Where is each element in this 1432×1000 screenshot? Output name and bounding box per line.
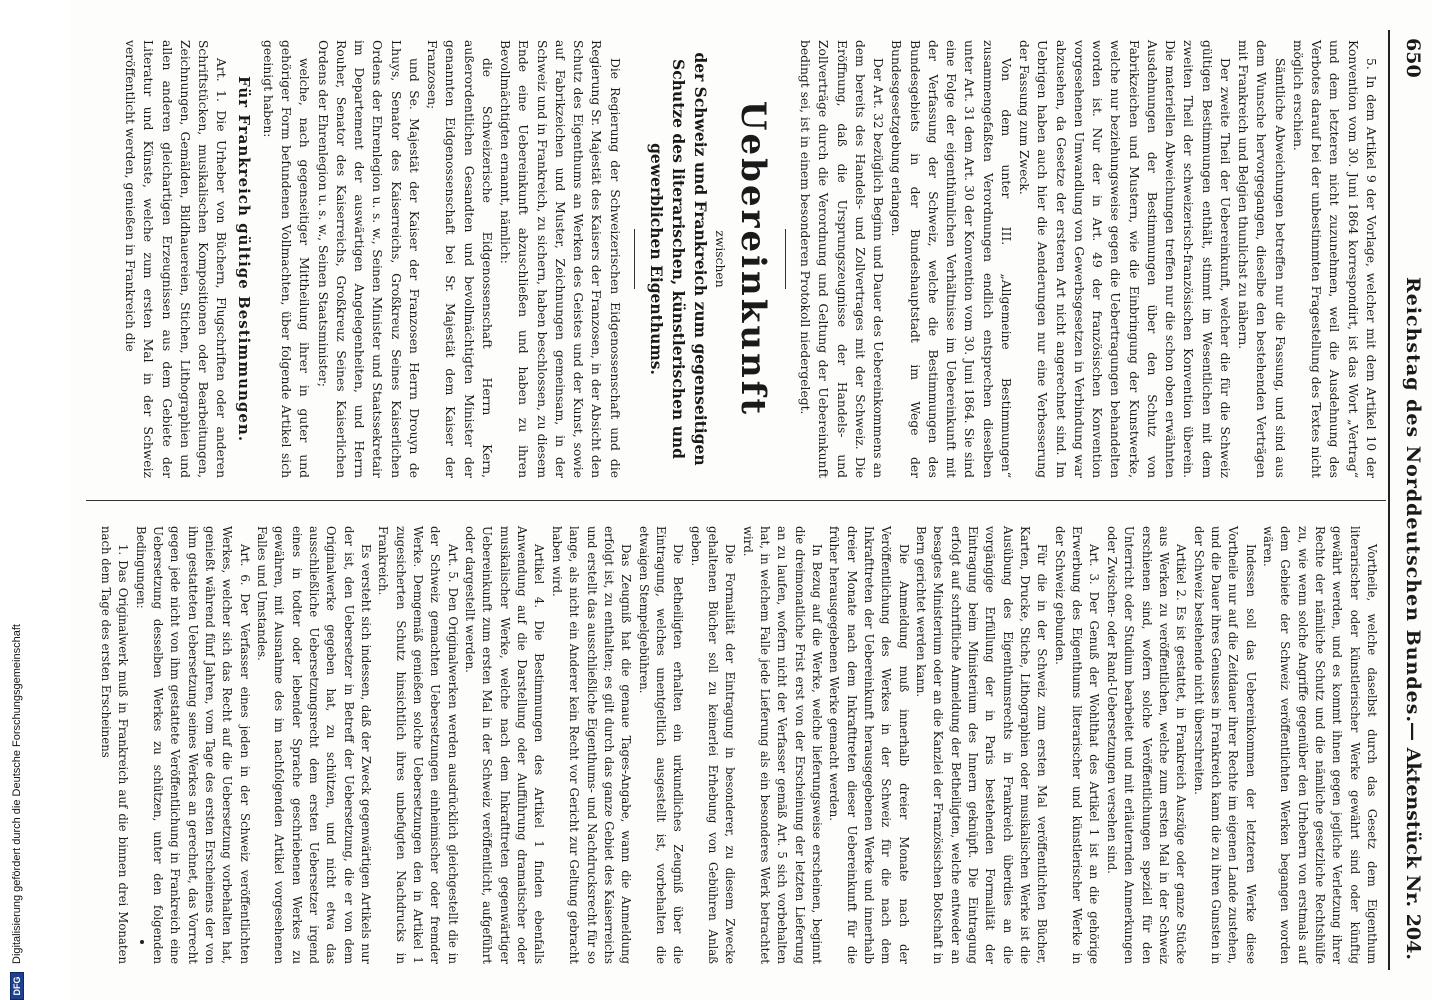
left-column <box>121 40 1380 478</box>
paragraph: Art. 1. Die Urheber von Büchern, Flugschriften oder anderen Schriftstücken, musikalischen Kompositionen oder Bearbeitungen, Zeichnungen, Gemälden, Bildhauereien, Stichen, Lithographien und allen anderen gleichartigen Erzeugnissen aus dem Gebiete der Literatur und Künste, welche zum ersten Mal in der Schweiz veröffentlicht werden, genießen in Frankreich die <box>123 40 229 478</box>
paragraph: Sämtliche Abweichungen betreffen nur die Fassung, und sind aus dem Wunsche hervorgegangen, dieselbe den bestehenden Verträgen mit Frankreich und Belgien thunlichst zu nähern. <box>1236 40 1287 478</box>
ink-speck <box>140 940 144 944</box>
paragraph: 5. In dem Artikel 9 der Vorlage, welcher mit dem Artikel 10 der Konvention vom 30. Juni 1864 korrespondirt, ist das Wort „Vertrag“ und dem letzteren nicht zuzunehmen, weil die Ausdehnung des Verbotes darauf bei der unbestimmten Fragestellung des Textes nicht möglich erschien. <box>1291 40 1378 478</box>
scanned-page <box>70 0 1432 1000</box>
paragraph: Die Anmeldung muß innerhalb dreier Monate nach der Veröffentlichung des Werkes in der Schweiz für die nach dem Inkrafttreten der Uebereinkunft herausgegebenen Werke und innerhalb dreier Monate nach dem Inkrafttreten dieser Uebereinkunft für die früher herausgegebenen Werke gemacht werden. <box>827 526 911 964</box>
paragraph: die Schweizerische Eidgenossenschaft Herrn Kern, außerordentlichen Gesandten und bevollmächtigten Minister der genannten Eidgenossenschaft bei Sr. Majestät dem Kaiser der Franzosen; <box>425 40 494 478</box>
page-header-issue: — Aktenstück Nr. 204. <box>1402 722 1424 960</box>
separator-rule <box>785 229 786 289</box>
paragraph: 1. Das Originalwerk muß in Frankreich auf die binnen drei Monaten nach dem Tage des ersten Erscheinens <box>98 526 131 964</box>
paragraph: Die Formalität der Eintragung in besonderer, zu diesem Zwecke gehaltenen Bücher soll zu keinerlei Erhebung von Gebühren Anlaß geben. <box>688 526 738 964</box>
paragraph: Der Art. 32 bezüglich Beginn und Dauer des Uebereinkommens an dem bereits des Handels- und Zollvertrages mit der Schweiz. Die Eröffnung, daß die Ursprungszeugnisse der Handels- und Zollverträge durch die Verordnung und Geltung der Uebereinkunft bedingt sei, ist in einem besonderen Protokoll niedergelegt. <box>798 40 886 478</box>
paragraph: Art. 3. Der Genuß der Wohlthat des Artikel 1 ist an die gehörige Erwerbung des Eigenthums literarischer und künstlerischer Werke in der Schweiz gebunden. <box>1052 526 1102 964</box>
paragraph: Der zweite Theil der Uebereinkunft, welcher die für die Schweiz gültigen Bestimmungen enthält, stimmt im Wesentlichen mit dem zweiten Theil der schweizerisch-französischen Konvention überein. Die materiellen Abweichungen treffen nur die schon oben erwähnten Ausdehnungen der Bestimmungen über den Schutz von Fabrikzeichen und Mustern, wie die Einbringung der Kunstwerke, welche nur beziehungsweise gegen die Uebertragungen behandelten worden ist. Nur der in Art. 49 der französischen Konvention vorgesehenen Umwandlung von Gewerbsgesetzen in Verbindung war abzusehen, da Gesetze der ersteren Art nicht angerechnet sind. Im Uebrigen haben auch hier die Aenderungen nur eine Verbesserung der Fassung zum Zweck. <box>1017 40 1232 478</box>
treaty-between: zwischen <box>713 230 727 288</box>
paragraph: Das Zeugniß hat die genaue Tages-Angabe, wann die Anmeldung erfolgt ist, zu enthalten; es gilt durch das ganze Gebiet des Kaiserreichs und erstellt das ausschließliche Eigenthums- und Nachdrucksrecht für so lange, als nicht ein Anderer kein Recht vor Gericht zur Geltung gebracht haben wird. <box>549 526 634 964</box>
paragraph: Artikel 2. Es ist gestattet, in Frankreich Auszüge oder ganze Stücke aus Werken zu veröffentlichen, welche zum ersten Mal in der Schweiz erschienen sind, wofern solche Veröffentlichungen speziell für den Unterricht oder Studium bearbeitet und mit erläuternden Anmerkungen oder Zwischen- oder Rand-Uebersetzungen versehen sind. <box>1104 526 1189 964</box>
paragraph: Vortheile, welche daselbst durch das Gesetz dem Eigenthum literarischer oder künstlerischer Werke gewährt sind oder künftig gewährt werden, und es kommt ihnen gegen jegliche Verletzung ihrer Rechte der nämliche Schutz und die nämliche gesetzliche Rechtshülfe zu, wie wenn solche Angriffe gegenüber den Urhebern von erstmals auf dem Gebiete der Schweiz veröffentlichten Werken begangen worden wären. <box>1260 526 1379 964</box>
paragraph: Art. 6. Der Verfasser eines jeden in der Schweiz veröffentlichten Werkes, welcher sich das Recht auf die Uebersetzung vorbehalten hat, genießt während fünf Jahren, vom Tage des ersten Erscheinens der von ihm gestatteten Uebersetzung seines Werkes an gerechnet, das Vorrecht gegen jede nicht von ihm gestattete Veröffentlichung in Frankreich eine Uebersetzung desselben Werkes zu schützen, unter den folgenden Bedingungen: <box>133 526 252 964</box>
page-header-title: Reichstag des Norddeutschen Bundes. <box>1402 276 1424 724</box>
treaty-heading: Uebereinkunft <box>733 100 773 418</box>
paragraph: Artikel 4. Die Bestimmungen des Artikel 1 finden ebenfalls Anwendung auf die Darstellung oder Aufführung dramatischer oder musikalischer Werke, welche nach dem Inkrafttreten gegenwärtiger Uebereinkunft zum ersten Mal in der Schweiz veröffentlicht, aufgeführt oder dargestellt werden. <box>463 526 547 964</box>
separator-rule <box>634 229 635 289</box>
rotated-page <box>70 0 1432 1000</box>
section-heading: Für Frankreich gültige Bestimmungen. <box>234 75 253 443</box>
credit-text: Digitalisierung gefördert durch die Deutsche Forschungsgemeinschaft <box>11 624 23 964</box>
digitization-credit <box>0 0 70 1000</box>
right-column <box>97 526 1380 964</box>
paragraph: Die Regierung der Schweizerischen Eidgenossenschaft und die Regierung Sr. Majestät des Kaisers der Franzosen, in der Absicht den Schutz des Eigenthums an Werken des Geistes und der Kunst, sowie auf Fabrikzeichen und Muster, Zeichnungen gemeinsam, in der Schweiz und in Frankreich, zu sichern, haben beschlossen, zu diesem Ende eine Uebereinkunft abzuschließen und haben zu ihren Bevollmächtigten ernannt, nämlich: <box>498 40 622 478</box>
paragraph: welche, nach gegenseitiger Mittheilung ihrer in guter und gehöriger Form befundenen Vollmachten, über folgende Artikel sich geeinigt haben: <box>261 40 312 478</box>
paragraph: Art. 5. Den Originalwerken werden ausdrücklich gleichgestellt die in der Schweiz gemachten Uebersetzungen einheimischer oder fremder Werke. Demgemäß genießen solche Uebersetzungen den in Artikel 1 zugesicherten Schutz hinsichtlich ihres unbefugten Nachdrucks in Frankreich. <box>376 526 460 964</box>
dfg-logo: DFG <box>10 972 24 1000</box>
page-number: 650 <box>1402 38 1424 78</box>
paragraph: In Bezug auf die Werke, welche lieferungsweise erscheinen, beginnt die dreimonatliche Frist erst von der Erscheinung der letzten Lieferung an zu laufen, wofern nicht der Verfasser gemäß Art. 5 sich vorbehalten hat, in welchem Falle jede Lieferung als ein besonderes Werk betrachtet wird. <box>740 526 824 964</box>
paragraph: und Se. Majestät der Kaiser der Franzosen Herrn Drouyn de Lhuys, Senator des Kaiserreichs, Großkreuz Seines Kaiserlichen Ordens der Ehrenlegion u. s. w., Seinen Minister und Staatssekretair im Departement der auswärtigen Angelegenheiten, und Herrn Rouher, Senator des Kaiserreichs, Großkreuz Seines Kaiserlichen Ordens der Ehrenlegion u. s. w., Seinen Staatsminister; <box>315 40 421 478</box>
header-rule <box>1388 30 1390 970</box>
paragraph: Indessen soll das Uebereinkommen der letzteren Werke diese Vortheile nur auf die Zeitdauer ihrer Rechte im eigenen Lande zustehen, und die Dauer ihres Genusses in Frankreich kann die zu ihren Gunsten in der Schweiz bestehende nicht überschreiten. <box>1191 526 1258 964</box>
paragraph: Die Betheiligten erhalten ein urkundliches Zeugniß über die Eintragung, welches unentgeltlich ausgestellt ist, vorbehalten die etwaigen Stempelgebühren. <box>636 526 686 964</box>
paragraph: Für die in der Schweiz zum ersten Mal veröffentlichten Bücher, Karten, Drucke, Stiche, Lithographien oder musikalischen Werke ist die Ausübung des Eigenthumsrechts in Frankreich überdies an die vorgängige Erfüllung der in Paris bestehenden Formalität der Eintragung beim Ministerium des Innern geknüpft. Die Eintragung erfolgt auf schriftliche Anmeldung der Betheiligten, welche entweder an besagtes Ministerium oder an die Kanzlei der Französischen Botschaft in Bern gerichtet werden kann. <box>914 526 1050 964</box>
paragraph: Es versteht sich indessen, daß der Zweck gegenwärtigen Artikels nur der ist, den Uebersetzer in Betreff der Uebersetzung, die er von dem Originalwerke gegeben hat, zu schützen, und nicht etwa das ausschließliche Uebersetzungsrecht dem ersten Uebersetzer irgend eines in todter oder lebender Sprache geschriebenen Werkes zu gewähren, mit Ausnahme des im nachfolgenden Artikel vorgesehenen Falles und Umstandes. <box>255 526 374 964</box>
paragraph: Von dem unter III. „Allgemeine Bestimmungen“ zusammengefaßten Verordnungen endlich entsprechen dieselben unter Art. 31 dem Art. 30 der Konvention vom 30. Juni 1864. Sie sind eine Folge der eigenthümlichen Verhältnisse im Uebereinkunft mit der Verfassung der Schweiz, welche die Bestimmungen des Bundesgebiets in der Bundeshauptstadt im Wege der Bundesgesetzgebung erlangen. <box>889 40 1013 478</box>
column-divider <box>86 500 1386 501</box>
treaty-subtitle: der Schweiz und Frankreich zum gegenseitigen Schutze des literarischen, künstlerischen und gewerblichen Eigenthums. <box>646 52 710 466</box>
